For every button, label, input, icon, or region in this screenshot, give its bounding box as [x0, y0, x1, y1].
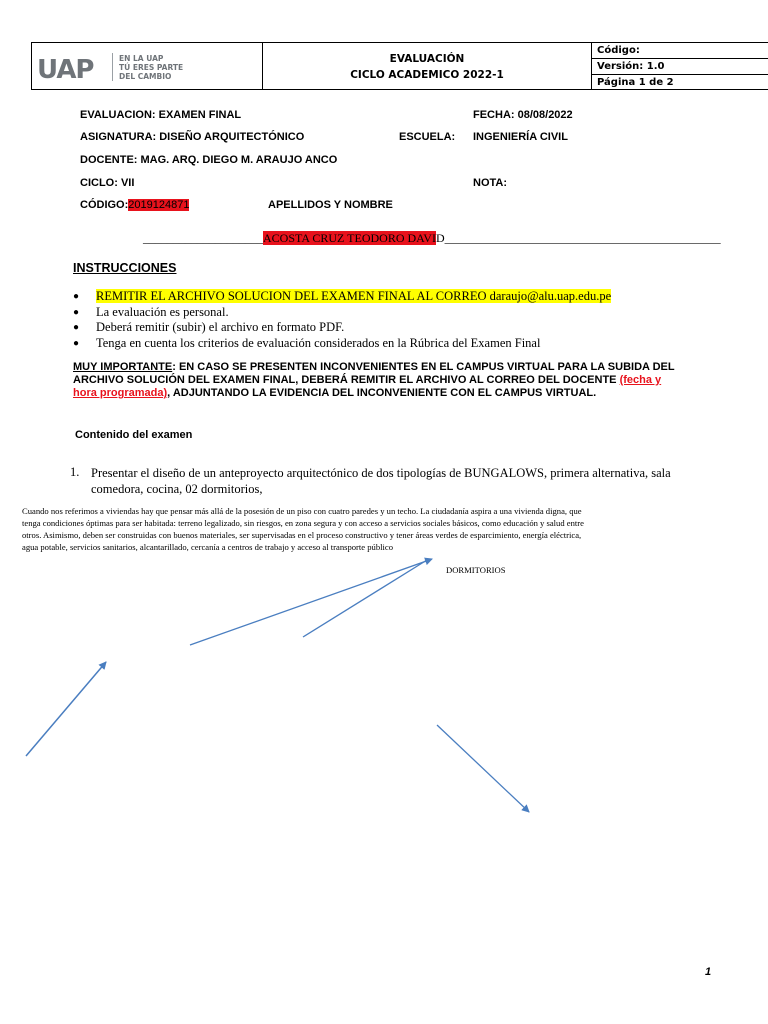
list-item: ● La evaluación es personal. — [73, 304, 229, 319]
asignatura-label: ASIGNATURA: DISEÑO ARQUITECTÓNICO — [80, 131, 305, 143]
instructions-heading: INSTRUCCIONES — [73, 261, 177, 275]
codigo-label: CÓDIGO: — [80, 199, 129, 211]
student-name: ACOSTA CRUZ TEODORO DAVI — [263, 231, 436, 245]
logo-tagline: EN LA UAP TÚ ERES PARTE DEL CAMBIO — [119, 54, 184, 81]
list-item: ● Deberá remitir (subir) el archivo en formato PDF. — [73, 320, 345, 334]
important-note: MUY IMPORTANTE: EN CASO SE PRESENTEN INCONVENIENTES EN EL CAMPUS VIRTUAL PARA LA SUBIDA DEL ARCHIVO SOLUCIÓN DEL EXAMEN FINAL, DEBERÁ REMITIR EL ARCHIVO AL CORREO DEL DOCENTE (fecha y hora programada), ADJUNTANDO LA EVIDENCIA DEL INCONVENIENTE CON EL CAMPUS VIRTUAL. — [73, 361, 675, 399]
escuela-label: ESCUELA: — [399, 131, 456, 143]
dormitorios-label: DORMITORIOS — [446, 565, 506, 575]
question-text: Presentar el diseño de un anteproyecto arquitectónico de dos tipologías de BUNGALOWS, primera alternativa, sala comedora, cocina, 02 dormitorios, — [91, 466, 671, 496]
arrow-4 — [437, 725, 529, 812]
content-heading: Contenido del examen — [75, 429, 193, 441]
codigo-value: 2019124871 — [128, 199, 190, 211]
bullet-icon: ● — [73, 322, 80, 333]
ciclo-label: CICLO: VII — [80, 177, 135, 189]
apellidos-label: APELLIDOS Y NOMBRE — [268, 199, 393, 211]
nota-label: NOTA: — [473, 177, 508, 189]
context-paragraph: Cuando nos referimos a viviendas hay que pensar más allá de la posesión de un piso con cuatro paredes y un techo. La ciudadanía aspira a una vivienda digna, que tenga condiciones óptimas para ser habitada: terreno legalizado, sin riesgos, en zona segura y con acceso a servicios sociales básicos, como educación y salud entre otros. Asimismo, deben ser construidas con buenos materiales, ser supervisadas en el proceso constructivo y tener áreas verdes de esparcimiento, energía eléctrica, agua potable, servicios sanitarios, alcantarillado, cercanía a centros de trabajo y acceso al transporte público — [22, 506, 584, 552]
version-label: Versión: 1.0 — [592, 59, 768, 75]
arrow-3 — [26, 662, 106, 756]
uap-logo: UAP — [37, 55, 94, 85]
fecha-label: FECHA: 08/08/2022 — [473, 109, 573, 121]
student-name-line: ____________________ACOSTA CRUZ TEODORO DAVID______________________________________________ — [143, 231, 721, 245]
page-number: 1 — [705, 966, 712, 978]
document-title: EVALUACIÓN — [389, 53, 465, 65]
bullet-icon: ● — [73, 337, 80, 349]
docente-label: DOCENTE: MAG. ARQ. DIEGO M. ARAUJO ANCO — [80, 154, 338, 166]
list-item: ● REMITIR EL ARCHIVO SOLUCION DEL EXAMEN FINAL AL CORREO daraujo@alu.uap.edu.pe — [73, 289, 612, 303]
document-subtitle: CICLO ACADEMICO 2022-1 — [350, 69, 504, 81]
bullet-icon: ● — [73, 291, 80, 302]
evaluacion-label: EVALUACION: EXAMEN FINAL — [80, 109, 242, 121]
list-item: ● Tenga en cuenta los criterios de evaluación considerados en la Rúbrica del Examen Final — [73, 335, 541, 350]
pagina-label: Página 1 de 2 — [597, 77, 674, 88]
important-label: MUY IMPORTANTE — [73, 361, 173, 373]
codigo-label: Código: — [592, 43, 768, 59]
question-number: 1. — [70, 465, 80, 479]
bullet-icon: ● — [73, 306, 80, 318]
escuela-value: INGENIERÍA CIVIL — [473, 131, 568, 143]
